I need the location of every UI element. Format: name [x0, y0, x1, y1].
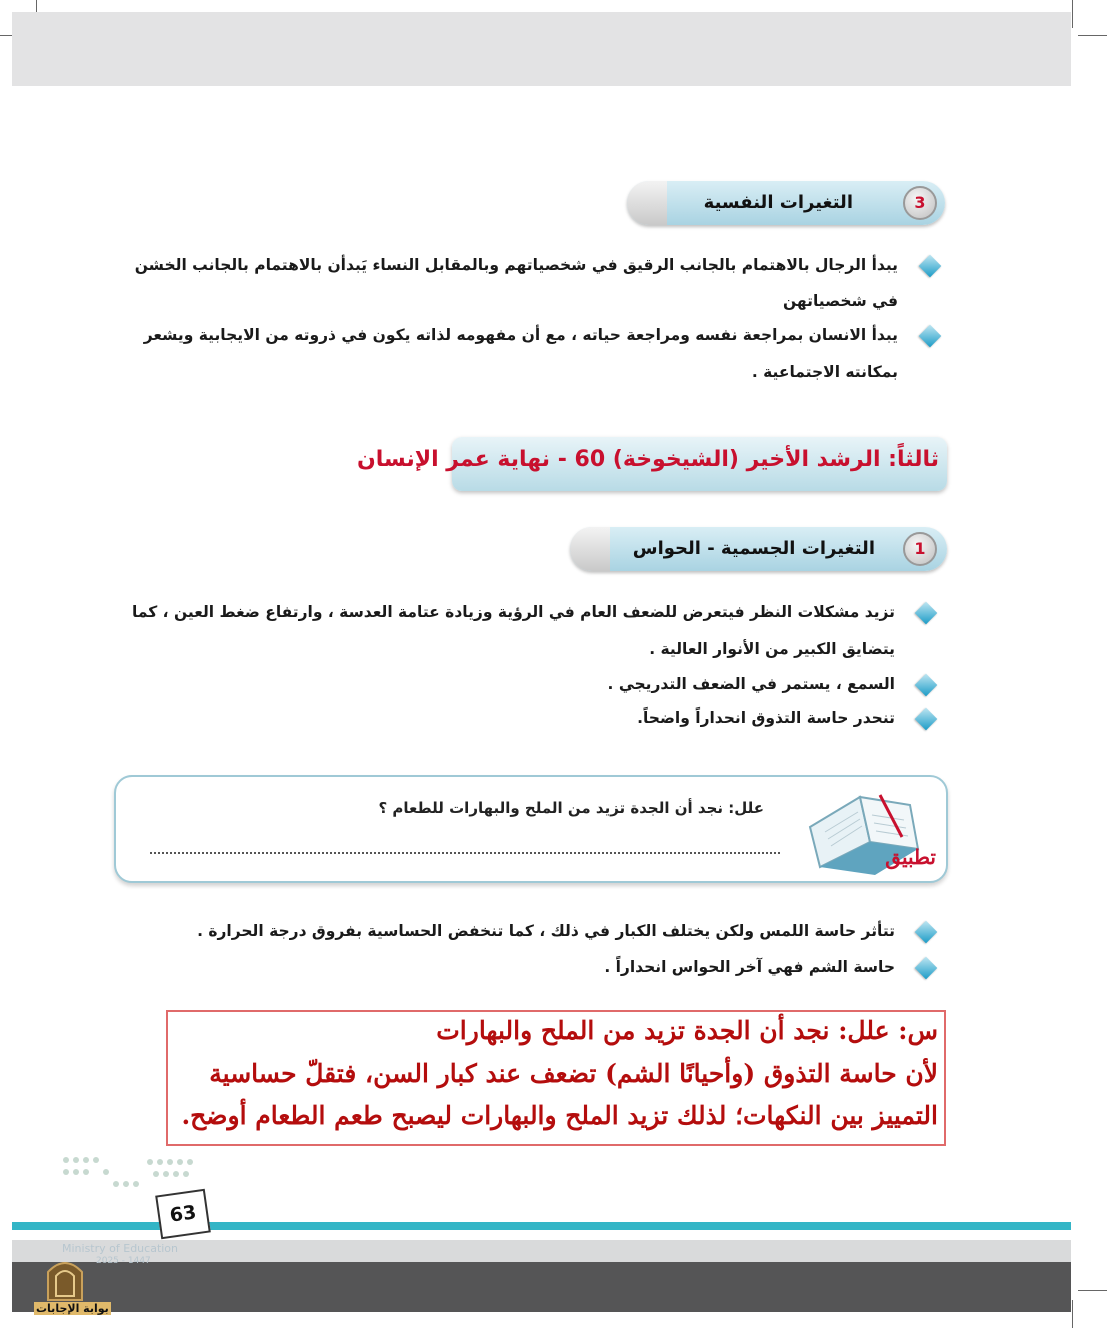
stage-heading-bar [357, 437, 947, 491]
section-pill-3 [627, 181, 945, 225]
bullet-text: يبدأ الانسان بمراجعة نفسه ومراجعة حياته ، مع أن مفهومه لذاته يكون في ذروته من الايجابية ويشعر [143, 326, 898, 344]
bullet-text: السمع ، يستمر في الضعف التدريجي . [607, 675, 895, 693]
application-box [114, 775, 948, 883]
section-title: التغيرات النفسية [703, 192, 853, 213]
bullet-text: تنحدر حاسة التذوق انحداراً واضحاً. [637, 709, 895, 727]
bullet-icon [919, 255, 942, 278]
pill-cap [570, 527, 610, 571]
crop-mark [1072, 1300, 1073, 1328]
bullet-text: يبدأ الرجال بالاهتمام بالجانب الرقيق في شخصياتهم وبالمقابل النساء يَبدأن بالاهتمام بالجانب الخشن [134, 256, 898, 274]
ministry-name: Ministry of Education [62, 1242, 179, 1255]
page-number: 63 [155, 1189, 211, 1240]
answer-line-2: لأن حاسة التذوق (وأحيانًا الشم) تضعف عند كبار السن، فتقلّ حساسية [209, 1059, 938, 1088]
bullet-icon [915, 921, 938, 944]
section-title: التغيرات الجسمية - الحواس [632, 538, 875, 559]
section-number: 3 [903, 186, 937, 220]
bullet-icon [915, 674, 938, 697]
bullet-icon [915, 602, 938, 625]
answer-line [150, 852, 780, 854]
pill-cap [627, 181, 667, 225]
bullet-text: يتضايق الكبير من الأنوار العالية . [649, 640, 895, 658]
bullet-text: تتأثر حاسة اللمس ولكن يختلف الكبار في ذلك ، كما تنخفض الحساسية بفروق درجة الحرارة . [197, 922, 895, 940]
bullet-text: في شخصياتهن [782, 292, 898, 310]
stage-heading: ثالثاً: الرشد الأخير (الشيخوخة) 60 - نهاية عمر الإنسان [357, 447, 939, 472]
application-question: علل: نجد أن الجدة تزيد من الملح والبهارات للطعام ؟ [378, 799, 764, 817]
bullet-icon [919, 325, 942, 348]
answer-line-1: س: علل: نجد أن الجدة تزيد من الملح والبهارات [436, 1016, 938, 1045]
bullet-icon [915, 708, 938, 731]
crop-mark [1078, 1290, 1107, 1291]
crop-mark [1078, 35, 1107, 36]
answer-line-3: التمييز بين النكهات؛ لذلك تزيد الملح والبهارات ليصبح طعم الطعام أوضح. [181, 1101, 938, 1130]
portal-logo-icon [44, 1254, 86, 1302]
bullet-text: تزيد مشكلات النظر فيتعرض للضعف العام في الرؤية وزيادة عتامة العدسة ، وارتفاع ضغط العين ، كما [132, 603, 895, 621]
application-label: تطبيق [885, 845, 936, 869]
header-band [12, 12, 1071, 86]
crop-mark [1072, 0, 1073, 28]
bullet-text: حاسة الشم فهي آخر الحواس انحداراً . [604, 958, 895, 976]
bullet-text: بمكانته الاجتماعية . [751, 363, 898, 381]
ministry-year: 2025 - 1447 [96, 1256, 151, 1266]
footer-band-dark [12, 1262, 1071, 1312]
portal-label: بوابة الإجابات [36, 1302, 109, 1315]
answer-box [166, 1010, 946, 1146]
bullet-icon [915, 957, 938, 980]
section-pill-1 [570, 527, 947, 571]
section-number: 1 [903, 532, 937, 566]
